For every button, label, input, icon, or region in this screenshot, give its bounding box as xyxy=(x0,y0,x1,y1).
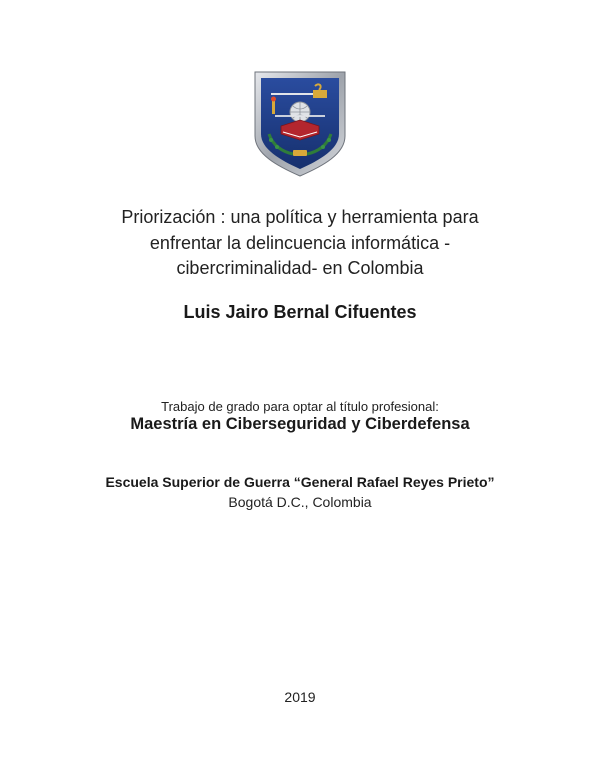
title-line-3: cibercriminalidad- en Colombia xyxy=(176,258,424,278)
document-title xyxy=(0,205,600,282)
title-line-1: Priorización : una política y herramienta para xyxy=(121,207,479,227)
publication-year: 2019 xyxy=(284,689,316,705)
author-name: Luis Jairo Bernal Cifuentes xyxy=(183,302,417,322)
degree-intro: Trabajo de grado para optar al título profesional: xyxy=(161,399,439,414)
city-location: Bogotá D.C., Colombia xyxy=(228,494,372,510)
title-line-2: enfrentar la delincuencia informática - xyxy=(149,232,451,253)
school-name: Escuela Superior de Guerra “General Rafael Reyes Prieto” xyxy=(105,474,495,490)
degree-name: Maestría en Ciberseguridad y Ciberdefensa xyxy=(130,415,470,433)
crest-icon xyxy=(253,70,347,178)
